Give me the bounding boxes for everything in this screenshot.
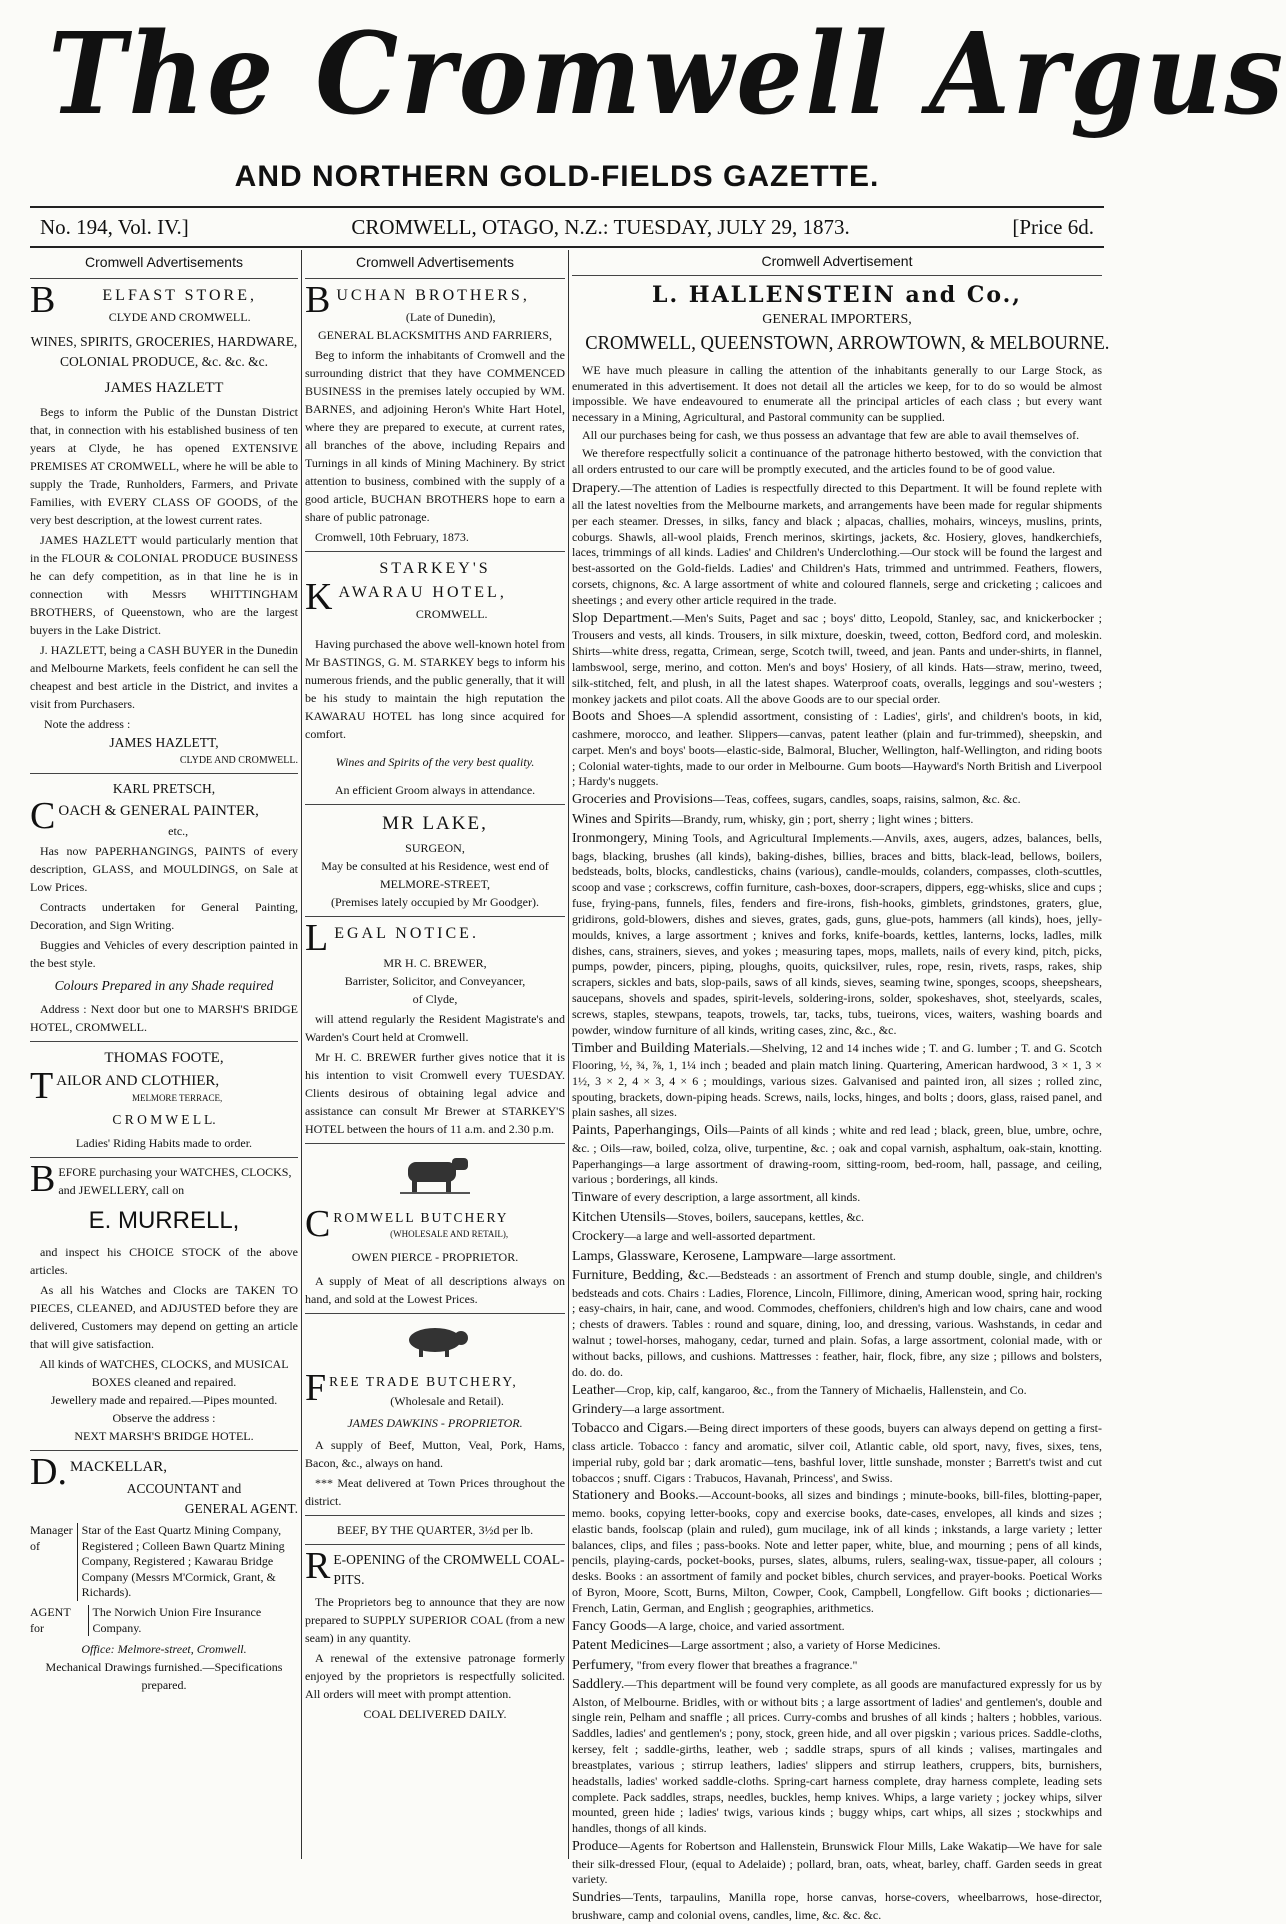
department-name: Wines and Spirits (572, 811, 671, 827)
department-text: —This department will be found very complete, as all goods are manufactured expressly for us by Alston, of Melbourne. Bridles, with or without bits ; a large assortment of ladies' and gentlemen's, double and single rein, Pelham and snaffle ; all prices. Curry-combs and brushes of all kinds ; halters ; hobbles, various. Saddles, ladies' and gentlemen's ; pony, stock, green hide, and all over pigskin ; various prices. Saddle-cloths, kersey, felt ; saddle-girths, leather, web ; saddle straps, spurs of all kinds ; valises, martingales and breastplates, various ; stirrup leathers, ladies' slippers and stirrup leathers, cruppers, bits, burnishers, headstalls, ladies' worked saddle-cloths. Spring-cart harness complete, dray harness complete, leading sets complete. Pack saddles, straps, needles, buckles, hemp knives. Whips, a large variety ; jockey whips, silver mounted, green hide ; ladies' twigs, various kinds ; buggy whips, cart whips, all sizes ; stockwhips and handles, thongs of all kinds. (572, 1677, 1102, 1836)
ad-title: AWARAU HOTEL, (338, 584, 507, 601)
column-rule (301, 250, 302, 1859)
department-text: —The attention of Ladies is respectfully directed to this Department. It will be found replete with all the latest novelties from the Melbourne markets, and arrangements have been made for regular shipments per each steamer. Dresses, in silks, fancy and black ; alpacas, challies, mohairs, winceys, muslins, prints, coburgs. Shawls, all-wool plaids, French merinos, skirtings, jackets, &c. Hosiery, gloves, handkerchiefs, laces, trimmings of all kinds. Ladies' and Children's Underclothing.—Our stock will be found the largest and best-assorted on the Gold-fields. Ladies' and Children's Hats, trimmed and untrimmed. Feathers, flowers, corsets, chignons, &c. A large assortment of white and coloured flannels, serge and cricketing ; calicoes and sheetings ; and every other article required in the trade. (572, 480, 1102, 607)
department-text: —Stoves, boilers, saucepans, kettles, &c. (665, 1209, 865, 1224)
ad-address: Address : Next door but one to MARSH'S BRIDGE HOTEL, CROMWELL. (30, 1002, 298, 1035)
department-text: —Bedsteads : an assortment of French and stump double, single, and children's bedsteads and cots. Chairs : Ladies, Florence, Lincoln, Fillimore, dining, American wood, spring hair, rocking ; easy-chairs, in hair, cane, and wood. Commodes, cheffoniers, children's high and low chairs, cane and wood ; chests of drawers. Tables : round and square, dining, loo, and dressing, various. Washstands, in cedar and walnut ; towel-horses, mahogany, cedar, turned and plain. Sofas, a large assortment, colonial made, with or without backs, pillows, and cushions. Mattresses : feather, hair, flock, fibre, any size ; pillows and bolsters, do. do. do. (572, 1268, 1102, 1379)
department-text: "from every flower that breathes a fragrance." (633, 1657, 858, 1672)
department-text: —a large and well-assorted department. (624, 1229, 816, 1244)
department-name: Leather (572, 1382, 615, 1398)
department-entry (572, 1040, 1102, 1122)
firm-role: GENERAL IMPORTERS, (762, 311, 912, 327)
ad-observe: Observe the address : (112, 1411, 216, 1425)
column-2 (305, 252, 565, 1723)
ad-etc: etc., (168, 824, 189, 838)
date-text: CROMWELL, OTAGO, N.Z.: TUESDAY, JULY 29, 1873. (351, 214, 850, 239)
firm-name: L. HALLENSTEIN and Co., (652, 282, 1022, 309)
ad-body: The Proprietors beg to announce that they are now prepared to SUPPLY SUPERIOR COAL (from a new seam) in any quantity. (305, 1594, 565, 1645)
department-name: Drapery. (572, 480, 621, 496)
ad-title: REE TRADE BUTCHERY, (329, 1373, 518, 1389)
ad-subtitle: (Late of Dunedin), (405, 310, 496, 324)
department-entry (572, 830, 1102, 1038)
agent-items: The Norwich Union Fire Insurance Company. (88, 1605, 298, 1636)
ad-role: ACCOUNTANT and (126, 1480, 242, 1496)
ad-title: MR LAKE, (382, 813, 488, 834)
drop-cap: D. (30, 1451, 67, 1493)
ad-drawings: Mechanical Drawings furnished.—Specifications prepared. (45, 1660, 283, 1693)
ad-subtitle: CLYDE AND CROMWELL. (108, 310, 251, 324)
department-name: Grindery (572, 1402, 623, 1418)
ad-title: ROMWELL BUTCHERY (333, 1209, 509, 1225)
ad-body: May be consulted at his Residence, west end of (321, 858, 549, 873)
department-entry (572, 1189, 1102, 1207)
ad-role: Barrister, Solicitor, and Conveyancer, (344, 973, 526, 988)
manager-label: Manager of (30, 1523, 73, 1553)
department-entry (572, 1209, 1102, 1227)
department-text: —Being direct importers of these goods, buyers can always depend on getting a first-class article. Tobacco : fancy and aromatic, silver coil, Atlantic cable, old sport, navy, fives, sixes, tens, imperial ruby, gold bar ; dark aromatic—tens, bashful lover, little sunshade, monster ; Barrett's twist and cut tobaccos ; snuff. Cigars : Trabucos, Havanah, Princess', and Swiss. (572, 1421, 1102, 1485)
department-text: —large assortment. (802, 1248, 896, 1263)
department-name: Tinware (572, 1190, 619, 1206)
column-rule (568, 250, 569, 1859)
department-text: —Account-books, all sizes and bindings ; minute-books, bill-files, blotting-paper, memo. books, copying letter-books, copy and exercise books, date-cases, envelopes, all kinds and sizes ; elastic bands, foolscap (plain and ruled), gum mucilage, ink of all kinds ; inkstands, a large variety ; letter balances, clips, and files ; pass-books. Note and letter paper, white, blue, and mourning ; pens of all kinds, pencils, playing-cards, pocket-books, purses, slates, albums, rulers, sealing-wax, tissue-paper, all colours ; desks. Books : an assortment of family and pocket bibles, church services, and prayer-books. Poetical Works of Byron, Moore, Scott, Burns, Milton, Cowper, Cook, Campbell, Longfellow. Gift books ; dictionaries—French, Latin, German, and English ; geographies, arithmetics. (572, 1488, 1103, 1615)
department-text: —Crop, kip, calf, kangaroo, &c., from the Tannery of Michaelis, Hallenstein, and Co. (614, 1382, 1027, 1397)
department-text: Mining Tools, and Agricultural Implements.—Anvils, axes, augers, adzes, balances, bells, bags, blacking, brushes (all kinds), baking-dishes, billies, braces and bitts, black-lead, bellows, boilers, bedsteads, bolts, blocks, candlesticks, chains (various), candle-moulds, colanders, compasses, cloth-scuttles, scoop and vase ; corkscrews, coffin furniture, cash-boxes, door-scrapers, dippers, egg-whisks, slice and cups ; fuse, frying-pans, funnels, files, fenders and fire-irons, fish-hooks, gimblets, grindstones, graters, glue, gridirons, gold-blowers, dishes and sieves, grates, gads, guns, glue-pots, hammers (all kinds), hoes, jelly-moulds, knives, a large assortment ; knives and forks, knife-boards, kettles, lanterns, locks, ladles, milk dishes, cans, strainers, sieves, and yokes ; measuring tapes, mops, mallets, nails of every kind, pitch, picks, pumps, powder, pincers, piping, ploughs, quoits, quicksilver, rules, rope, resin, rivets, rasps, rakes, ship scrapers, sickles and bats, slop-pails, saws of all kinds, sieves, seaming twine, sponges, scoops, sheepshears, saucepans, shovels and spades, spirit-levels, soldering-irons, solder, spokeshaves, shot, steelyards, scales, screws, staples, stewpans, teapots, trowels, tar, tacks, tubs, tueirons, vices, waiters, washing boards and powder, window furniture of all kinds, writing cases, zinc, &c., &c. (572, 831, 1102, 1037)
ad-intro: EFORE purchasing your WATCHES, CLOCKS, and JEWELLERY, call on (58, 1165, 292, 1197)
ad-name: KARL PRETSCH, (112, 781, 216, 797)
intro-paragraph: All our purchases being for cash, we thus possess an advantage that few are able to avail themselves of. (582, 428, 1080, 443)
ad-daily: COAL DELIVERED DAILY. (363, 1706, 507, 1721)
newspaper-title: The Cromwell Argus (48, 9, 1286, 140)
ad-body: Contracts undertaken for General Painting, Decoration, and Sign Writing. (30, 900, 298, 932)
ad-note: Note the address : (44, 717, 131, 731)
ad-title: E-OPENING of the CROMWELL COAL-PITS. (333, 1552, 565, 1588)
ad-body: Has now PAPERHANGINGS, PAINTS of every description, GLASS, and MOULDINGS, on Sale at Low Prices. (30, 844, 298, 894)
department-entry (572, 1487, 1102, 1616)
ad-title: OACH & GENERAL PAINTER, (58, 802, 259, 819)
ad-colours: Colours Prepared in any Shade required (54, 978, 274, 993)
drop-cap: R (305, 1545, 331, 1587)
department-text: —Agents for Robertson and Hallenstein, Brunswick Flour Mills, Lake Wakatip—We have for sale their silk-dressed Flour, (equal to Adelaide) ; pollard, bran, oats, wheat, barley, chaff. Garden seeds in great variety. (572, 1839, 1102, 1887)
buchan-ad (305, 279, 565, 546)
department-entry (572, 1401, 1102, 1419)
column-header: Cromwell Advertisements (85, 254, 243, 270)
ad-name: MR H. C. BREWER, (383, 955, 487, 970)
dateline-bar (30, 206, 1104, 248)
department-name: Perfumery, (572, 1657, 634, 1673)
ad-owner: OWEN PIERCE - PROPRIETOR. (351, 1249, 519, 1264)
price-text: [Price 6d. (1012, 214, 1094, 239)
department-name: Kitchen Utensils (572, 1209, 666, 1225)
pretsch-ad (30, 779, 298, 1036)
ad-owner: JAMES DAWKINS - PROPRIETOR. (347, 1416, 523, 1430)
ad-body: A supply of Beef, Mutton, Veal, Pork, Hams, Bacon, &c., always on hand. (305, 1438, 565, 1470)
department-text: —Men's Suits, Paget and sac ; boys' ditto, Leopold, Stanley, sac, and knickerbocker ; Trousers and vests, all kinds. Trousers, in silk mixture, doeskin, tweed, cotton, Bedford cord, and moleskin. Shirts—white dress, regatta, Crimean, serge, Scotch twill, tweed, and jean. Pants and under-shirts, in flannel, lambswool, serge, merino, and cotton. Men's and boys' Hosiery, of all kinds. Hats—straw, merino, tweed, silk-stitched, felt, and plush, in all the latest shapes. Waterproof coats, overalls, leggings and sou'-westers ; monkey jackets and pilot coats. All the above Goods are to our special order. (572, 610, 1103, 706)
newspaper-subtitle: AND NORTHERN GOLD-FIELDS GAZETTE. (234, 160, 880, 193)
department-entry (572, 1382, 1102, 1400)
ad-body: Buggies and Vehicles of every description painted in the best style. (30, 938, 298, 970)
ad-body: Jewellery made and repaired.—Pipes mounted. (50, 1393, 278, 1407)
murrell-ad (30, 1158, 298, 1445)
ad-title: ELFAST STORE, (102, 287, 257, 304)
issue-number: No. 194, Vol. IV.] (40, 214, 189, 239)
department-entry (572, 480, 1102, 609)
ad-trade: GENERAL BLACKSMITHS AND FARRIERS, (317, 328, 553, 342)
department-entry (572, 708, 1102, 790)
agent-label: AGENT for (30, 1604, 71, 1635)
department-entry (572, 1676, 1102, 1837)
ad-street: MELMORE-STREET, (379, 876, 491, 891)
drop-cap: L (305, 916, 332, 959)
firm-towns: CROMWELL, QUEENSTOWN, ARROWTOWN, & MELBOURNE. (585, 332, 1110, 354)
department-name: Patent Medicines (572, 1638, 669, 1654)
ad-body: *** Meat delivered at Town Prices throughout the district. (305, 1476, 565, 1508)
drop-cap: B (305, 279, 334, 321)
foote-ad (30, 1047, 298, 1152)
ad-body: and inspect his CHOICE STOCK of the above articles. (30, 1245, 298, 1277)
ad-office: Office: Melmore-street, Cromwell. (81, 1642, 247, 1657)
drop-cap: F (305, 1366, 327, 1409)
department-entry (572, 1228, 1102, 1246)
ad-subtitle: (WHOLESALE AND RETAIL), (390, 1229, 509, 1239)
department-text: —Large assortment ; also, a variety of Horse Medicines. (668, 1638, 941, 1653)
ad-body: Having purchased the above well-known hotel from Mr BASTINGS, G. M. STARKEY begs to inform his numerous friends, and the public generally, that it will be his study to maintain the high reputation the KAWARAU HOTEL has long since acquired for comfort. (305, 637, 565, 741)
ad-role: SURGEON, (405, 840, 465, 855)
ad-name: STARKEY'S (379, 560, 491, 577)
ad-body: J. HAZLETT, being a CASH BUYER in the Dunedin and Melbourne Markets, feels confident he can sell the cheapest and best article in the District, and invites a visit from Purchasers. (30, 643, 298, 711)
department-name: Saddlery. (572, 1677, 625, 1693)
department-name: Ironmongery, (572, 831, 648, 847)
ad-body: Beg to inform the inhabitants of Cromwell and the surrounding district that they have COMMENCED BUSINESS in the premises lately occupied by WM. BARNES, and adjoining Heron's White Hart Hotel, where they are prepared to execute, at current rates, all branches of the above, including Repairs and Turnings in all kinds of Mining Machinery. By strict attention to business, combined with the supply of a good article, BUCHAN BROTHERS hope to earn a share of public patronage. (305, 348, 565, 524)
department-entry (572, 1267, 1102, 1380)
department-entry (572, 1637, 1102, 1655)
masthead (10, 0, 1286, 150)
department-entry (572, 1838, 1102, 1888)
department-entry (572, 811, 1102, 829)
department-entry (572, 791, 1102, 809)
department-text: of every description, a large assortment, all kinds. (618, 1190, 861, 1205)
drop-cap: C (30, 794, 56, 837)
ad-wines: Wines and Spirits of the very best quality. (335, 755, 535, 769)
column-1 (30, 252, 298, 1694)
department-text: —a large assortment. (622, 1402, 725, 1417)
cromwell-butchery-ad (305, 1150, 565, 1308)
ad-title: UCHAN BROTHERS, (336, 287, 530, 304)
department-entry (572, 1122, 1102, 1188)
department-text: —Shelving, 12 and 14 inches wide ; T. and G. lumber ; T. and G. Scotch Flooring, ½, ¾, ⅞, 1, 1¼ inch ; beaded and plain match lining. Quartering, American hardwood, 3 × 1, 3 × 1½, 3 × 2, 4 × 3, 4 × 6 ; mouldings, various sizes. Galvanised and painted iron, all sizes ; rolled zinc, spouting, brackets, down-piping heads. Screws, nails, locks, hinges, and bolts ; doors, glass, raised panel, and plain sashes, all sizes. (572, 1040, 1102, 1120)
ad-body: JAMES HAZLETT would particularly mention that in the FLOUR & COLONIAL PRODUCE BUSINESS he can defy competition, as in that line he is in connection with Messrs WHITTINGHAM BROTHERS, of Queenstown, who are the largest buyers in the Lake District. (30, 533, 298, 637)
department-entry (572, 610, 1102, 708)
department-text: —Brandy, rum, whisky, gin ; port, sherry ; light wines ; bitters. (670, 811, 974, 826)
ad-name: E. MURRELL, (88, 1207, 240, 1234)
ad-signature-address: CLYDE AND CROMWELL. (179, 755, 298, 767)
drop-cap: C (305, 1202, 331, 1245)
drop-cap: B (30, 1158, 56, 1200)
mackellar-ad (30, 1451, 298, 1694)
ad-beef-price: BEEF, BY THE QUARTER, 3½d per lb. (336, 1523, 534, 1537)
lake-ad (305, 810, 565, 911)
ad-address: NEXT MARSH'S BRIDGE HOTEL. (74, 1429, 254, 1443)
ad-title: AILOR AND CLOTHIER, (56, 1072, 220, 1089)
cattle-illustration-icon (305, 1150, 565, 1202)
ad-note: Ladies' Riding Habits made to order. (75, 1136, 253, 1150)
ad-of: of Clyde, (412, 991, 458, 1006)
department-name: Groceries and Provisions (572, 792, 713, 808)
ad-title: EGAL NOTICE. (334, 924, 479, 942)
department-list (572, 480, 1102, 1924)
pig-illustration-icon (305, 1320, 565, 1366)
drop-cap: K (305, 576, 336, 618)
department-entry (572, 1248, 1102, 1266)
ad-groom: An efficient Groom always in attendance. (334, 783, 536, 797)
drop-cap: B (30, 279, 59, 321)
ad-premises: (Premises lately occupied by Mr Goodger). (331, 894, 539, 909)
ad-role: GENERAL AGENT. (184, 1500, 298, 1516)
ad-body: Begs to inform the Public of the Dunstan District that, in connection with his established business of ten years at Clyde, he has opened EXTENSIVE PREMISES AT CROMWELL, where he will be able to supply the Trade, Runholders, Farmers, and Private Families, with EVERY CLASS OF GOODS, of the very best description, at the lowest current rates. (30, 405, 298, 527)
department-name: Fancy Goods (572, 1618, 647, 1634)
column-header: Cromwell Advertisement (761, 253, 913, 269)
manager-items: Star of the East Quartz Mining Company, Registered ; Colleen Bawn Quartz Mining Company, Registered ; Kawarau Bridge Company (Messrs M'Cormick, Grant, & Richards). (77, 1523, 298, 1601)
department-text: —A large, choice, and varied assortment. (646, 1618, 845, 1633)
department-name: Stationery and Books. (572, 1488, 699, 1504)
department-entry (572, 1618, 1102, 1636)
department-name: Timber and Building Materials. (572, 1040, 750, 1056)
legal-notice-ad (305, 916, 565, 1138)
ad-name: THOMAS FOOTE, (104, 1050, 224, 1067)
ad-body: Mr H. C. BREWER further gives notice that it is his intention to visit Cromwell every TUESDAY. Clients desirous of obtaining legal advice and assistance can consult Mr Brewer at STARKEY'S HOTEL between the hours of 11 a.m. and 2.30 p.m. (305, 1049, 565, 1136)
ad-owner: JAMES HAZLETT (104, 379, 224, 396)
intro-paragraph: WE have much pleasure in calling the attention of the inhabitants generally to our Large Stock, as enumerated in this advertisement. It does not detail all the articles we keep, for to do so would be almost impossible. We have endeavoured to enumerate all the principal articles of each class ; but every want necessary in a Mining, Agricultural, and Pastoral community can be supplied. (572, 362, 1102, 425)
department-name: Crockery (572, 1229, 625, 1245)
ad-goods: WINES, SPIRITS, GROCERIES, HARDWARE, COLONIAL PRODUCE, &c. &c. &c. (30, 334, 298, 370)
ad-body: All kinds of WATCHES, CLOCKS, and MUSICAL BOXES cleaned and repaired. (39, 1357, 289, 1389)
ad-town: CROMWELL. (415, 607, 488, 621)
department-text: —Tents, tarpaulins, Manilla rope, horse canvas, horse-covers, wheelbarrows, hose-director, brushware, camp and colonial ovens, candles, lime, &c. &c. &c. (572, 1890, 1102, 1922)
department-name: Slop Department. (572, 610, 673, 626)
department-name: Produce (572, 1839, 618, 1855)
ad-body: will attend regularly the Resident Magistrate's and Warden's Court held at Cromwell. (305, 1011, 565, 1044)
intro-paragraph: We therefore respectfully solicit a continuance of the patronage hitherto bestowed, with the conviction that all orders entrusted to our care will be promptly executed, and the articles found to be of good value. (572, 445, 1102, 476)
belfast-store-ad (30, 279, 298, 768)
ad-signature: JAMES HAZLETT, (109, 735, 219, 750)
ad-subtitle: (Wholesale and Retail). (390, 1394, 504, 1408)
coal-pits-ad (305, 1545, 565, 1723)
column-header: Cromwell Advertisements (356, 254, 514, 270)
ad-body: As all his Watches and Clocks are TAKEN TO PIECES, CLEANED, and ADJUSTED before they are delivered, Customers may depend on getting an article that will give satisfaction. (30, 1283, 298, 1351)
ad-body: A renewal of the extensive patronage formerly enjoyed by the proprietors is respectfully solicited. All orders will meet with prompt attention. (305, 1650, 565, 1701)
ad-date: Cromwell, 10th February, 1873. (315, 530, 469, 544)
department-name: Boots and Shoes (572, 709, 671, 725)
ad-town: C R O M W E L L. (112, 1111, 216, 1127)
drop-cap: T (30, 1064, 54, 1107)
department-name: Lamps, Glassware, Kerosene, Lampware (572, 1248, 803, 1264)
ad-name: MACKELLAR, (69, 1459, 168, 1475)
department-name: Furniture, Bedding, &c. (572, 1268, 709, 1284)
starkey-ad (305, 557, 565, 799)
column-3 (572, 252, 1110, 1924)
department-entry (572, 1889, 1102, 1923)
department-entry (572, 1657, 1102, 1675)
free-trade-butchery-ad (305, 1320, 565, 1540)
department-name: Paints, Paperhangings, Oils (572, 1123, 728, 1139)
department-text: —A splendid assortment, consisting of : Ladies', girls', and children's boots, in kid, cashmere, morocco, and leather. Slippers—canvas, patent leather (plain and fur-trimmed), sheepskin, and carpet. Men's and boys' boots—elastic-side, Balmoral, Blucher, Wellington, half-Wellington, and riding boots ; Colonial water-tights, made to our order in Melbourne. Gum boots—Hayward's North British and Liverpool ; Hardy's nuggets. (572, 709, 1103, 789)
department-name: Sundries (572, 1890, 621, 1906)
department-text: —Teas, coffees, sugars, candles, soaps, raisins, salmon, &c. &c. (712, 792, 1021, 807)
department-name: Tobacco and Cigars. (572, 1421, 688, 1437)
ad-address: MELMORE TERRACE, (131, 1093, 223, 1104)
ad-body: A supply of Meat of all descriptions always on hand, and sold at the Lowest Prices. (305, 1273, 565, 1306)
department-entry (572, 1420, 1102, 1486)
department-text: —Paints of all kinds ; white and red lead ; black, green, blue, umbre, ochre, &c. ; Oils—raw, boiled, colza, olive, turpentine, &c. ; oak and copal varnish, asphaltum, oak-stain, knotting. Paperhangings—a large assortment of drawing-room, sitting-room, bed-room, hall, passage, and ceiling, various ; borderings, all kinds. (572, 1123, 1102, 1187)
